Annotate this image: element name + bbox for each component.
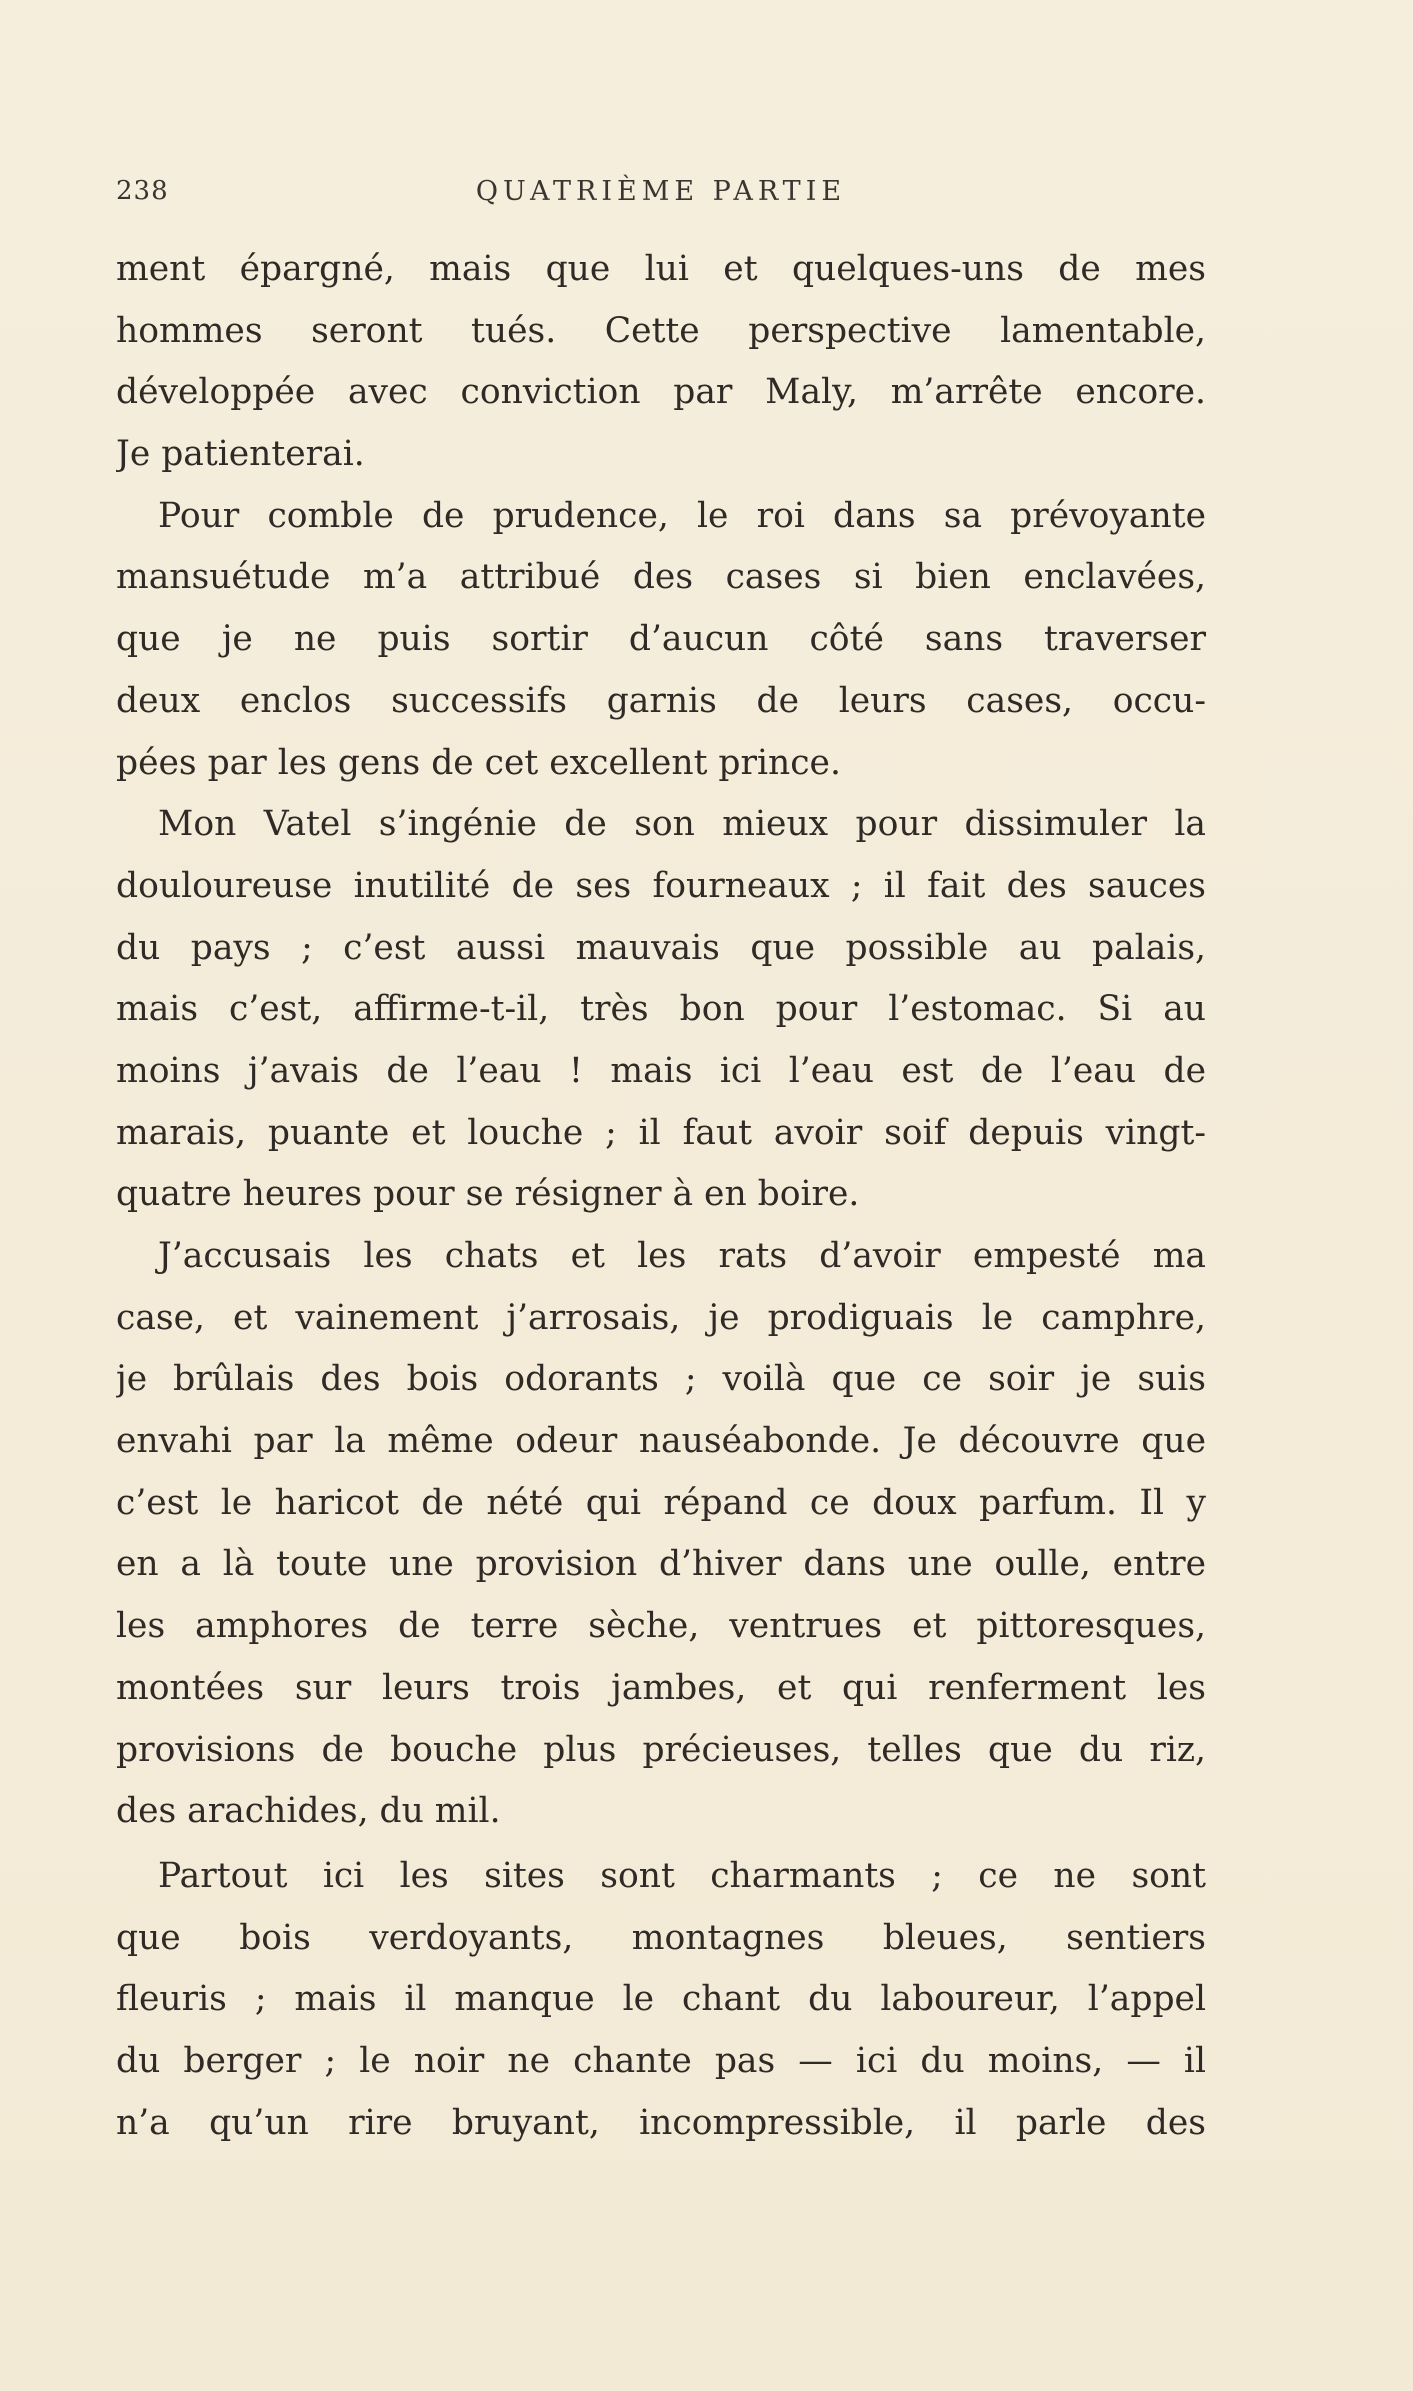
text-line: en a là toute une provision d’hiver dans une oulle, entre (116, 1544, 1206, 1585)
text-line: marais, puante et louche ; il faut avoir soif depuis vingt- (116, 1112, 1206, 1153)
text-line: moins j’avais de l’eau ! mais ici l’eau est de l’eau de (116, 1050, 1206, 1091)
text-line: provisions de bouche plus précieuses, telles que du riz, (116, 1729, 1206, 1770)
text-line: envahi par la même odeur nauséabonde. Je découvre que (116, 1421, 1206, 1462)
text-line: du berger ; le noir ne chante pas — ici du moins, — il (116, 2040, 1206, 2081)
text-line: montées sur leurs trois jambes, et qui renferment les (116, 1667, 1206, 1708)
text-line: que je ne puis sortir d’aucun côté sans traverser (116, 619, 1206, 660)
text-line: des arachides, du mil. (116, 1791, 501, 1832)
text-line: J’accusais les chats et les rats d’avoir empesté ma (158, 1236, 1206, 1276)
text-line: les amphores de terre sèche, ventrues et pittoresques, (116, 1606, 1206, 1647)
text-line: que bois verdoyants, montagnes bleues, sentiers (116, 1917, 1206, 1958)
text-line: du pays ; c’est aussi mauvais que possible au palais, (116, 927, 1206, 968)
text-line: hommes seront tués. Cette perspective lamentable, (116, 310, 1206, 351)
running-head: QUATRIÈME PARTIE (475, 176, 847, 207)
body-text (116, 239, 1206, 2154)
text-line: Mon Vatel s’ingénie de son mieux pour dissimuler la (158, 804, 1206, 845)
page-header (116, 172, 1206, 212)
text-line: développée avec conviction par Maly, m’arrête encore. (116, 372, 1206, 413)
text-line: Partout ici les sites sont charmants ; ce ne sont (158, 1855, 1206, 1896)
text-line: n’a qu’un rire bruyant, incompressible, il parle des (116, 2102, 1206, 2143)
text-line: case, et vainement j’arrosais, je prodiguais le camphre, (116, 1297, 1206, 1338)
text-line: pées par les gens de cet excellent prince. (116, 742, 841, 783)
text-line: quatre heures pour se résigner à en boire. (116, 1174, 860, 1215)
text-line: mais c’est, affirme-t-il, très bon pour l’estomac. Si au (116, 989, 1206, 1030)
text-line: Pour comble de prudence, le roi dans sa prévoyante (158, 495, 1206, 536)
text-line: deux enclos successifs garnis de leurs cases, occu- (116, 680, 1206, 721)
text-line: Je patienterai. (116, 434, 365, 475)
text-line: fleuris ; mais il manque le chant du laboureur, l’appel (116, 1979, 1206, 2020)
text-line: mansuétude m’a attribué des cases si bien enclavées, (116, 557, 1206, 598)
page-number: 238 (116, 176, 169, 206)
text-line: douloureuse inutilité de ses fourneaux ; il fait des sauces (116, 865, 1206, 906)
text-line: je brûlais des bois odorants ; voilà que ce soir je suis (116, 1359, 1206, 1400)
text-line: c’est le haricot de nété qui répand ce doux parfum. Il y (116, 1482, 1206, 1523)
text-line: ment épargné, mais que lui et quelques-uns de mes (116, 249, 1206, 289)
